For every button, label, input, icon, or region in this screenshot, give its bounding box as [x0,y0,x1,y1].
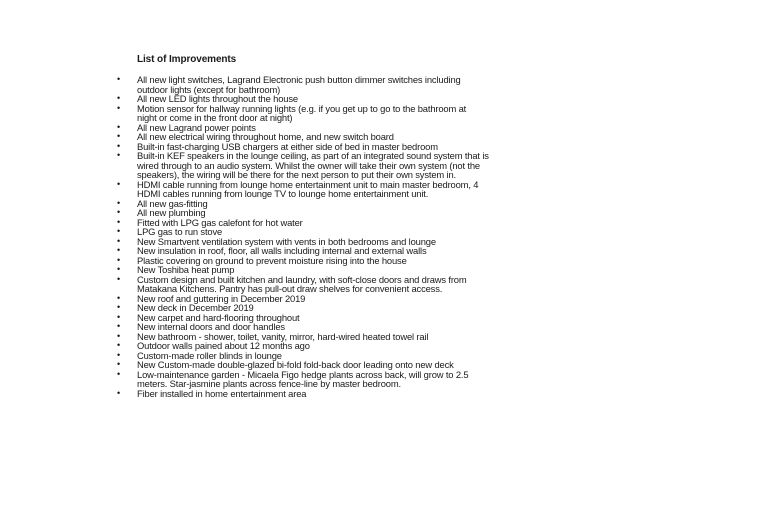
bullet-icon: • [117,368,121,379]
list-item-text: Custom design and built kitchen and laundry, with soft-close doors and draws from Matakana Kitchens. Pantry has pull-out draw shelves for convenient access. [137,273,467,294]
bullet-icon: • [117,330,121,341]
list-item-text: New Toshiba heat pump [137,264,235,275]
list-item-text: All new gas-fitting [137,197,208,209]
bullet-icon: • [117,178,121,189]
list-item-text: Plastic covering on ground to prevent moisture rising into the house [137,254,407,266]
list-item-text: Built-in KEF speakers in the lounge ceiling, as part of an integrated sound system that is wired through to an audio system. Whilst the owner will take their own system (not the speakers), the wiring will be there for the next person to put their own system in. [137,150,489,180]
bullet-icon: • [117,74,121,84]
list-item-text: LPG gas to run stove [137,226,223,237]
list-item-text: Outdoor walls pained about 12 months ago [137,340,310,351]
document-title: List of Improvements [137,54,237,65]
list-item [117,104,677,123]
bullet-icon: • [117,197,121,208]
bullet-icon: • [117,131,121,141]
list-item-text: All new light switches, Lagrand Electronic push button dimmer switches including outdoor lights (except for bathroom) [137,74,461,95]
list-item-text: Fitted with LPG gas calefont for hot water [137,216,303,228]
list-item-text: New deck in December 2019 [137,302,254,313]
list-item [117,370,677,389]
list-item [117,75,677,94]
list-item-text: All new electrical wiring throughout home, and new switch board [137,131,394,142]
list-item-text: New insulation in roof, floor, all walls including internal and external walls [137,245,427,256]
bullet-icon: • [117,359,121,369]
list-item-text: New Custom-made double-glazed bi-fold fold-back door leading onto new deck [137,359,454,370]
list-item-text: All new plumbing [137,207,206,218]
list-item [117,151,677,180]
list-item-text: Custom-made roller blinds in lounge [137,349,282,361]
bullet-icon: • [117,140,121,151]
list-item-text: New internal doors and door handles [137,321,285,332]
list-item-text: Built-in fast-charging USB chargers at either side of bed in master bedroom [137,140,438,152]
list-item-text: New bathroom - shower, toilet, vanity, mirror, hard-wired heated towel rail [137,330,429,342]
bullet-icon: • [117,273,121,284]
list-item [117,180,677,199]
list-item-text: Motion sensor for hallway running lights (e.g. if you get up to go to the bathroom at night or come in the front door at night) [137,102,467,123]
bullet-icon: • [117,254,121,265]
list-item-text: New roof and guttering in December 2019 [137,292,306,304]
list-item-text: New Smartvent ventilation system with vents in both bedrooms and lounge [137,235,436,247]
list-item-text: All new LED lights throughout the house [137,93,298,104]
bullet-icon: • [117,226,121,236]
list-item-text: HDMI cable running from lounge home entertainment unit to main master bedroom, 4 HDMI cables running from lounge TV to lounge home entertainment unit. [137,178,479,199]
list-item-text: Fiber installed in home entertainment area [137,387,307,399]
bullet-icon: • [117,245,121,255]
bullet-icon: • [117,292,121,303]
improvements-document [117,54,677,398]
bullet-icon: • [117,121,121,132]
bullet-icon: • [117,93,121,103]
list-item-text: All new Lagrand power points [137,121,256,133]
bullet-icon: • [117,311,121,322]
improvements-list [117,75,677,398]
bullet-icon: • [117,102,121,113]
bullet-icon: • [117,216,121,227]
bullet-icon: • [117,340,121,350]
list-item-text: Low-maintenance garden - Micaela Figo hedge plants across back, will grow to 2.5 meters. Star-jasmine plants across fence-line by master bedroom. [137,368,469,389]
list-item [117,389,677,399]
bullet-icon: • [117,321,121,331]
bullet-icon: • [117,150,121,160]
bullet-icon: • [117,264,121,274]
bullet-icon: • [117,387,121,398]
bullet-icon: • [117,207,121,217]
bullet-icon: • [117,349,121,360]
bullet-icon: • [117,235,121,246]
bullet-icon: • [117,302,121,312]
list-item-text: New carpet and hard-flooring throughout [137,311,300,323]
list-item [117,275,677,294]
